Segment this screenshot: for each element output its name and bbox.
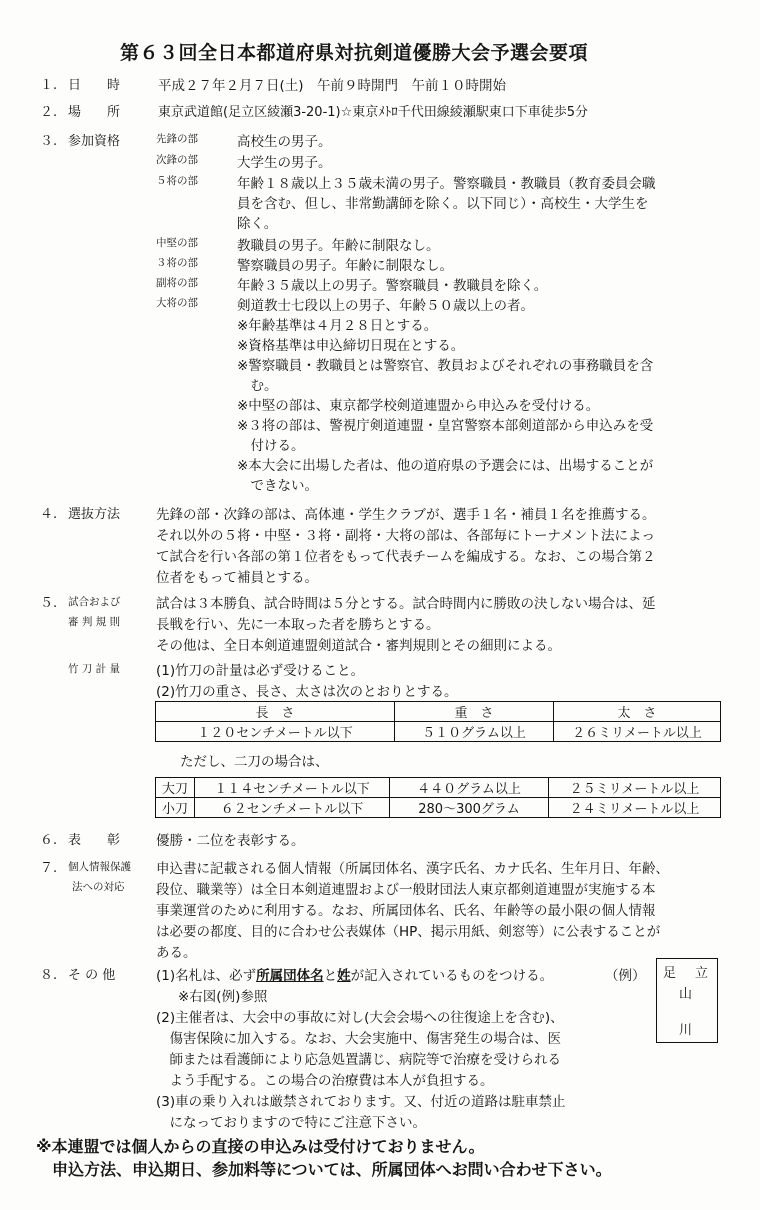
section-heading: 場 所: [68, 105, 121, 120]
note-line: ※３将の部は、警視庁剣道連盟・皇宮警察本部剣道部から申込みを受: [237, 418, 654, 434]
division-label: ５将の部: [156, 175, 198, 187]
division-label: 次鋒の部: [156, 154, 198, 166]
privacy-text: ある。: [156, 945, 197, 961]
table-cell: ２４ミリメートル以上: [549, 798, 721, 818]
insurance-text: 傷害保険に加入する。なお、大会実施中、傷害発生の場合は、医: [156, 1031, 561, 1047]
venue-text: 東京武道館(足立区綾瀬3-20-1)☆東京ﾒﾄﾛ千代田線綾瀬駅東口下車徒歩5分: [158, 105, 589, 120]
note-line: ※年齢基準は４月２８日とする。: [237, 318, 438, 334]
privacy-text: は必要の都度、目的に合わせ公表媒体（HP、掲示用紙、剣窓等）に公表することが: [156, 924, 661, 940]
insurance-text: 師または看護師により応急処置講じ、病院等で治療を受けられる: [156, 1052, 561, 1068]
table-header: 重 さ: [395, 702, 554, 722]
section-heading: 試合および: [68, 596, 121, 608]
nametag-note: ※右図(例)参照: [178, 989, 268, 1005]
section-heading: 参加資格: [68, 134, 121, 149]
insurance-text: (2)主催者は、大会中の事故に対し(大会会場への往復途上を含む)、: [156, 1010, 564, 1026]
section-number: ２.: [40, 105, 58, 120]
section-heading: そ の 他: [68, 968, 116, 983]
parking-text: (3)車の乗り入れは厳禁されております。又、付近の道路は駐車禁止: [156, 1094, 566, 1110]
page-title: 第６３回全日本都道府県対抗剣道優勝大会予選会要項: [120, 42, 589, 64]
rules-text: その他は、全日本剣道連盟剣道試合・審判規則とその細則による。: [156, 638, 561, 654]
table-cell: ６２センチメートル以下: [195, 798, 390, 818]
note-line: できない。: [237, 478, 318, 494]
shinai-text: (2)竹刀の重さ、長さ、太さは次のとおりとする。: [156, 684, 458, 700]
nametag-emphasis: 姓: [337, 968, 351, 984]
division-text: 大学生の男子。: [237, 155, 332, 171]
selection-text: て試合を行い各部の第１位者をもって代表チームを編成する。なお、この場合第２: [156, 549, 656, 565]
division-label: 先鋒の部: [156, 133, 198, 145]
privacy-text: 申込書に記載される個人情報（所属団体名、漢字氏名、カナ氏名、生年月日、年齢、: [156, 861, 669, 877]
table-cell: ４４０グラム以上: [390, 778, 549, 798]
table-cell: １１４センチメートル以下: [195, 778, 390, 798]
table-label: 大刀: [156, 778, 195, 798]
nametag-char: 川: [679, 1023, 693, 1038]
note-line: む。: [237, 378, 278, 394]
division-text: 員を含む、但し、非常勤講師を除く。以下同じ）・高校生・大学生を: [237, 196, 649, 212]
division-label: 大将の部: [156, 297, 198, 309]
insurance-text: よう手配する。この場合の治療費は本人が負担する。: [156, 1073, 494, 1089]
award-text: 優勝・二位を表彰する。: [156, 833, 305, 849]
table-header: 長 さ: [156, 702, 395, 722]
rules-text: 長戦を行い、先に一本取った者を勝ちとする。: [156, 617, 440, 633]
note-line: ※資格基準は申込締切日現在とする。: [237, 338, 465, 354]
table-cell: ５１０グラム以上: [395, 722, 554, 742]
section-heading: 審 判 規 則: [68, 616, 121, 628]
nametag-example: [656, 958, 718, 1043]
shinai-text: (1)竹刀の計量は必ず受けること。: [156, 663, 365, 679]
division-text: 剣道教士七段以上の男子、年齢５０歳以上の者。: [237, 298, 534, 314]
nametag-text: と: [323, 968, 338, 984]
table-header: 太 さ: [554, 702, 721, 722]
section-heading: 選抜方法: [68, 507, 121, 522]
section-number: ３.: [40, 134, 58, 149]
section-heading: 表 彰: [68, 833, 121, 848]
table-label: 小刀: [156, 798, 195, 818]
table-cell: 280～300グラム: [390, 798, 549, 818]
division-text: 除く。: [237, 216, 278, 232]
division-text: 警察職員の男子。年齢に制限なし。: [237, 258, 453, 274]
section-number: ５.: [40, 596, 58, 611]
date-text: 平成２７年２月７日(土) 午前９時開門 午前１０時開始: [158, 78, 507, 94]
table-cell: ２６ミリメートル以上: [554, 722, 721, 742]
division-label: 副将の部: [156, 277, 198, 289]
division-label: 中堅の部: [156, 237, 198, 249]
division-text: 高校生の男子。: [237, 134, 332, 150]
selection-text: それ以外の５将・中堅・３将・副将・大将の部は、各部毎にトーナメント法によっ: [156, 528, 655, 544]
table-cell: ２５ミリメートル以上: [549, 778, 721, 798]
note-line: ※本大会に出場した者は、他の道府県の予選会には、出場することが: [237, 458, 654, 474]
nametag-char: 立: [695, 966, 709, 981]
shinai-spec-table: [155, 701, 721, 742]
section-number: ８.: [40, 968, 58, 983]
nitou-spec-table: [155, 777, 721, 818]
nametag-text: (1)名札は、必ず: [156, 968, 257, 984]
privacy-text: 事業運営のために利用する。なお、所属団体名、氏名、年齢等の最小限の個人情報: [156, 903, 656, 919]
section-number: １.: [40, 78, 58, 93]
nametag-char: 足: [663, 966, 677, 981]
note-line: 付ける。: [237, 438, 305, 454]
example-label: （例）: [605, 968, 646, 984]
footer-notice: ※本連盟では個人からの直接の申込みは受付けておりません。: [36, 1137, 485, 1156]
note-line: ※警察職員・教職員とは警察官、教員およびそれぞれの事務職員を含: [237, 358, 654, 374]
section-number: ４.: [40, 507, 58, 522]
nametag-text: が記入されているものをつける。: [350, 968, 554, 984]
privacy-text: 段位、職業等）は全日本剣道連盟および一般財団法人東京都剣道連盟が実施する本: [156, 882, 656, 898]
nametag-char: 山: [679, 987, 693, 1002]
nametag-emphasis: 所属団体名: [256, 968, 324, 984]
section-heading: 竹 刀 計 量: [68, 663, 121, 675]
section-number: ６.: [40, 833, 58, 848]
division-text: 教職員の男子。年齢に制限なし。: [237, 238, 440, 254]
division-text: 年齢１８歳以上３５歳未満の男子。警察職員・教職員（教育委員会職: [237, 176, 656, 192]
division-label: ３将の部: [156, 257, 198, 269]
nametag-line: [156, 964, 553, 984]
section-heading: 法への対応: [72, 881, 125, 893]
selection-text: 位者をもって補員とする。: [156, 570, 318, 586]
table-cell: １２０センチメートル以下: [156, 722, 395, 742]
selection-text: 先鋒の部・次鋒の部は、高体連・学生クラブが、選手１名・補員１名を推薦する。: [156, 507, 656, 523]
rules-text: 試合は３本勝負、試合時間は５分とする。試合時間内に勝敗の決しない場合は、延: [156, 596, 656, 612]
nitou-text: ただし、二刀の場合は、: [180, 754, 329, 770]
footer-notice: 申込方法、申込期日、参加料等については、所属団体へお問い合わせ下さい。: [36, 1160, 612, 1179]
division-text: 年齢３５歳以上の男子。警察職員・教職員を除く。: [237, 278, 548, 294]
parking-text: になっておりますので特にご注意下さい。: [156, 1115, 426, 1131]
section-heading: 日 時: [68, 78, 121, 93]
section-heading: 個人情報保護: [68, 861, 131, 873]
note-line: ※中堅の部は、東京都学校剣道連盟から申込みを受付ける。: [237, 398, 600, 414]
section-number: ７.: [40, 861, 58, 876]
